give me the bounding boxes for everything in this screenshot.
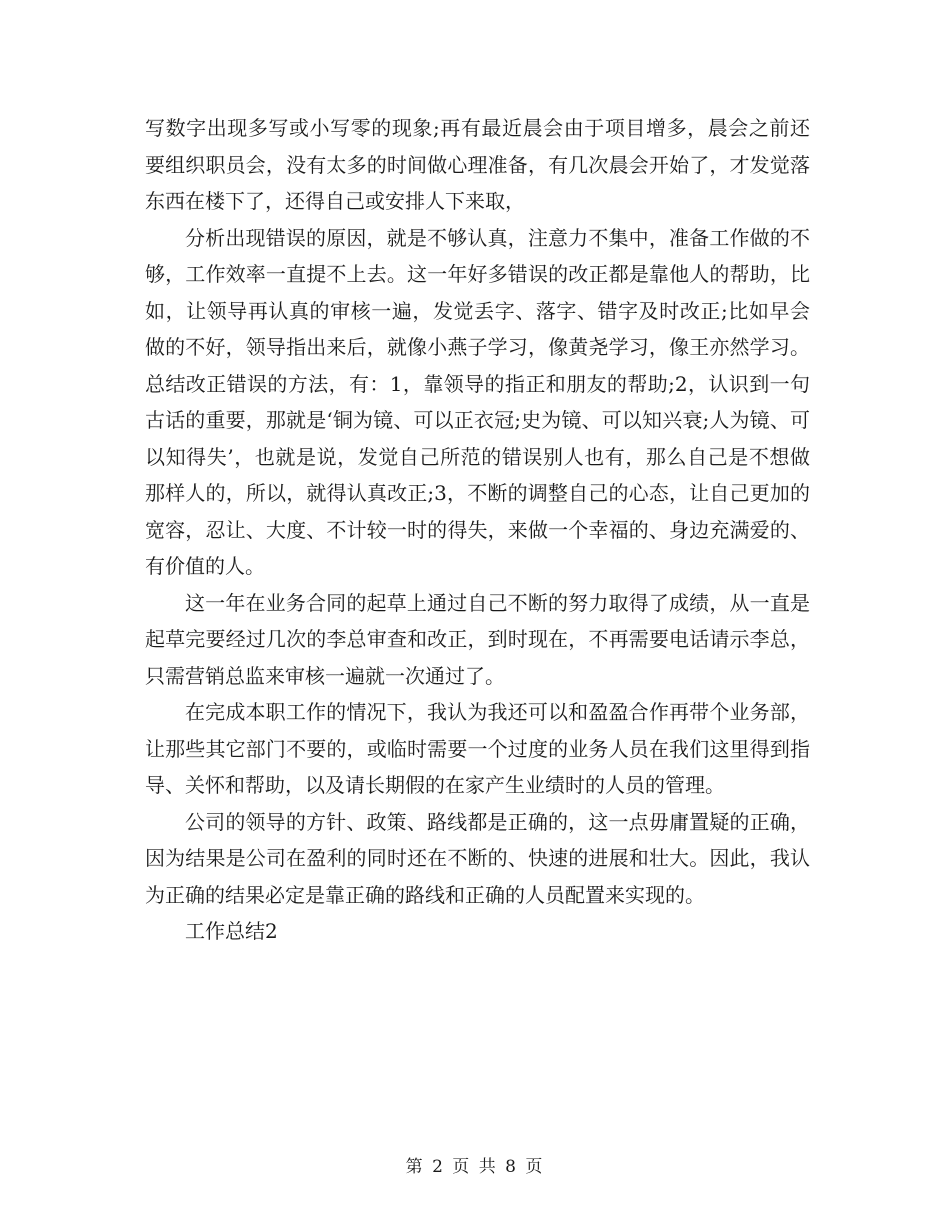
document-body bbox=[145, 110, 810, 950]
paragraph-company-policy: 公司的领导的方针、政策、路线都是正确的，这一点毋庸置疑的正确，因为结果是公司在盈利的同时还在不断的、快速的进展和壮大。因此，我认为正确的结果必定是靠正确的路线和正确的人员配置来实现的。 bbox=[145, 809, 810, 907]
paragraph-business-department: 在完成本职工作的情况下，我认为我还可以和盈盈合作再带个业务部，让那些其它部门不要的，或临时需要一个过度的业务人员在我们这里得到指导、关怀和帮助，以及请长期假的在家产生业绩时的人员的管理。 bbox=[145, 700, 810, 797]
page-number-footer: 第 2 页 共 8 页 bbox=[405, 1157, 545, 1177]
paragraph-continued: 写数字出现多写或小写零的现象;再有最近晨会由于项目增多，晨会之前还要组织职员会，没有太多的时间做心理准备，有几次晨会开始了，才发觉落东西在楼下了，还得自己或安排人下来取， bbox=[145, 116, 810, 213]
paragraph-contract-drafting: 这一年在业务合同的起草上通过自己不断的努力取得了成绩，从一直是起草完要经过几次的李总审查和改正，到时现在，不再需要电话请示李总，只需营销总监来审核一遍就一次通过了。 bbox=[145, 590, 810, 688]
paragraph-error-analysis: 分析出现错误的原因，就是不够认真，注意力不集中，准备工作做的不够，工作效率一直提不上去。这一年好多错误的改正都是靠他人的帮助，比如，让领导再认真的审核一遍，发觉丢字、落字、错字及时改正;比如早会做的不好，领导指出来后，就像小燕子学习，像黄尧学习，像王亦然学习。总结改正错误的方法，有：1，靠领导的指正和朋友的帮助;2，认识到一句古话的重要，那就是‘铜为镜、可以正衣冠;史为镜、可以知兴衰;人为镜、可以知得失’，也就是说，发觉自己所范的错误别人也有，那么自己是不想做那样人的，所以，就得认真改正;3，不断的调整自己的心态，让自己更加的宽容，忍让、大度、不计较一时的得失，来做一个幸福的、身边充满爱的、有价值的人。 bbox=[145, 225, 810, 578]
section-heading: 工作总结2 bbox=[185, 919, 278, 943]
